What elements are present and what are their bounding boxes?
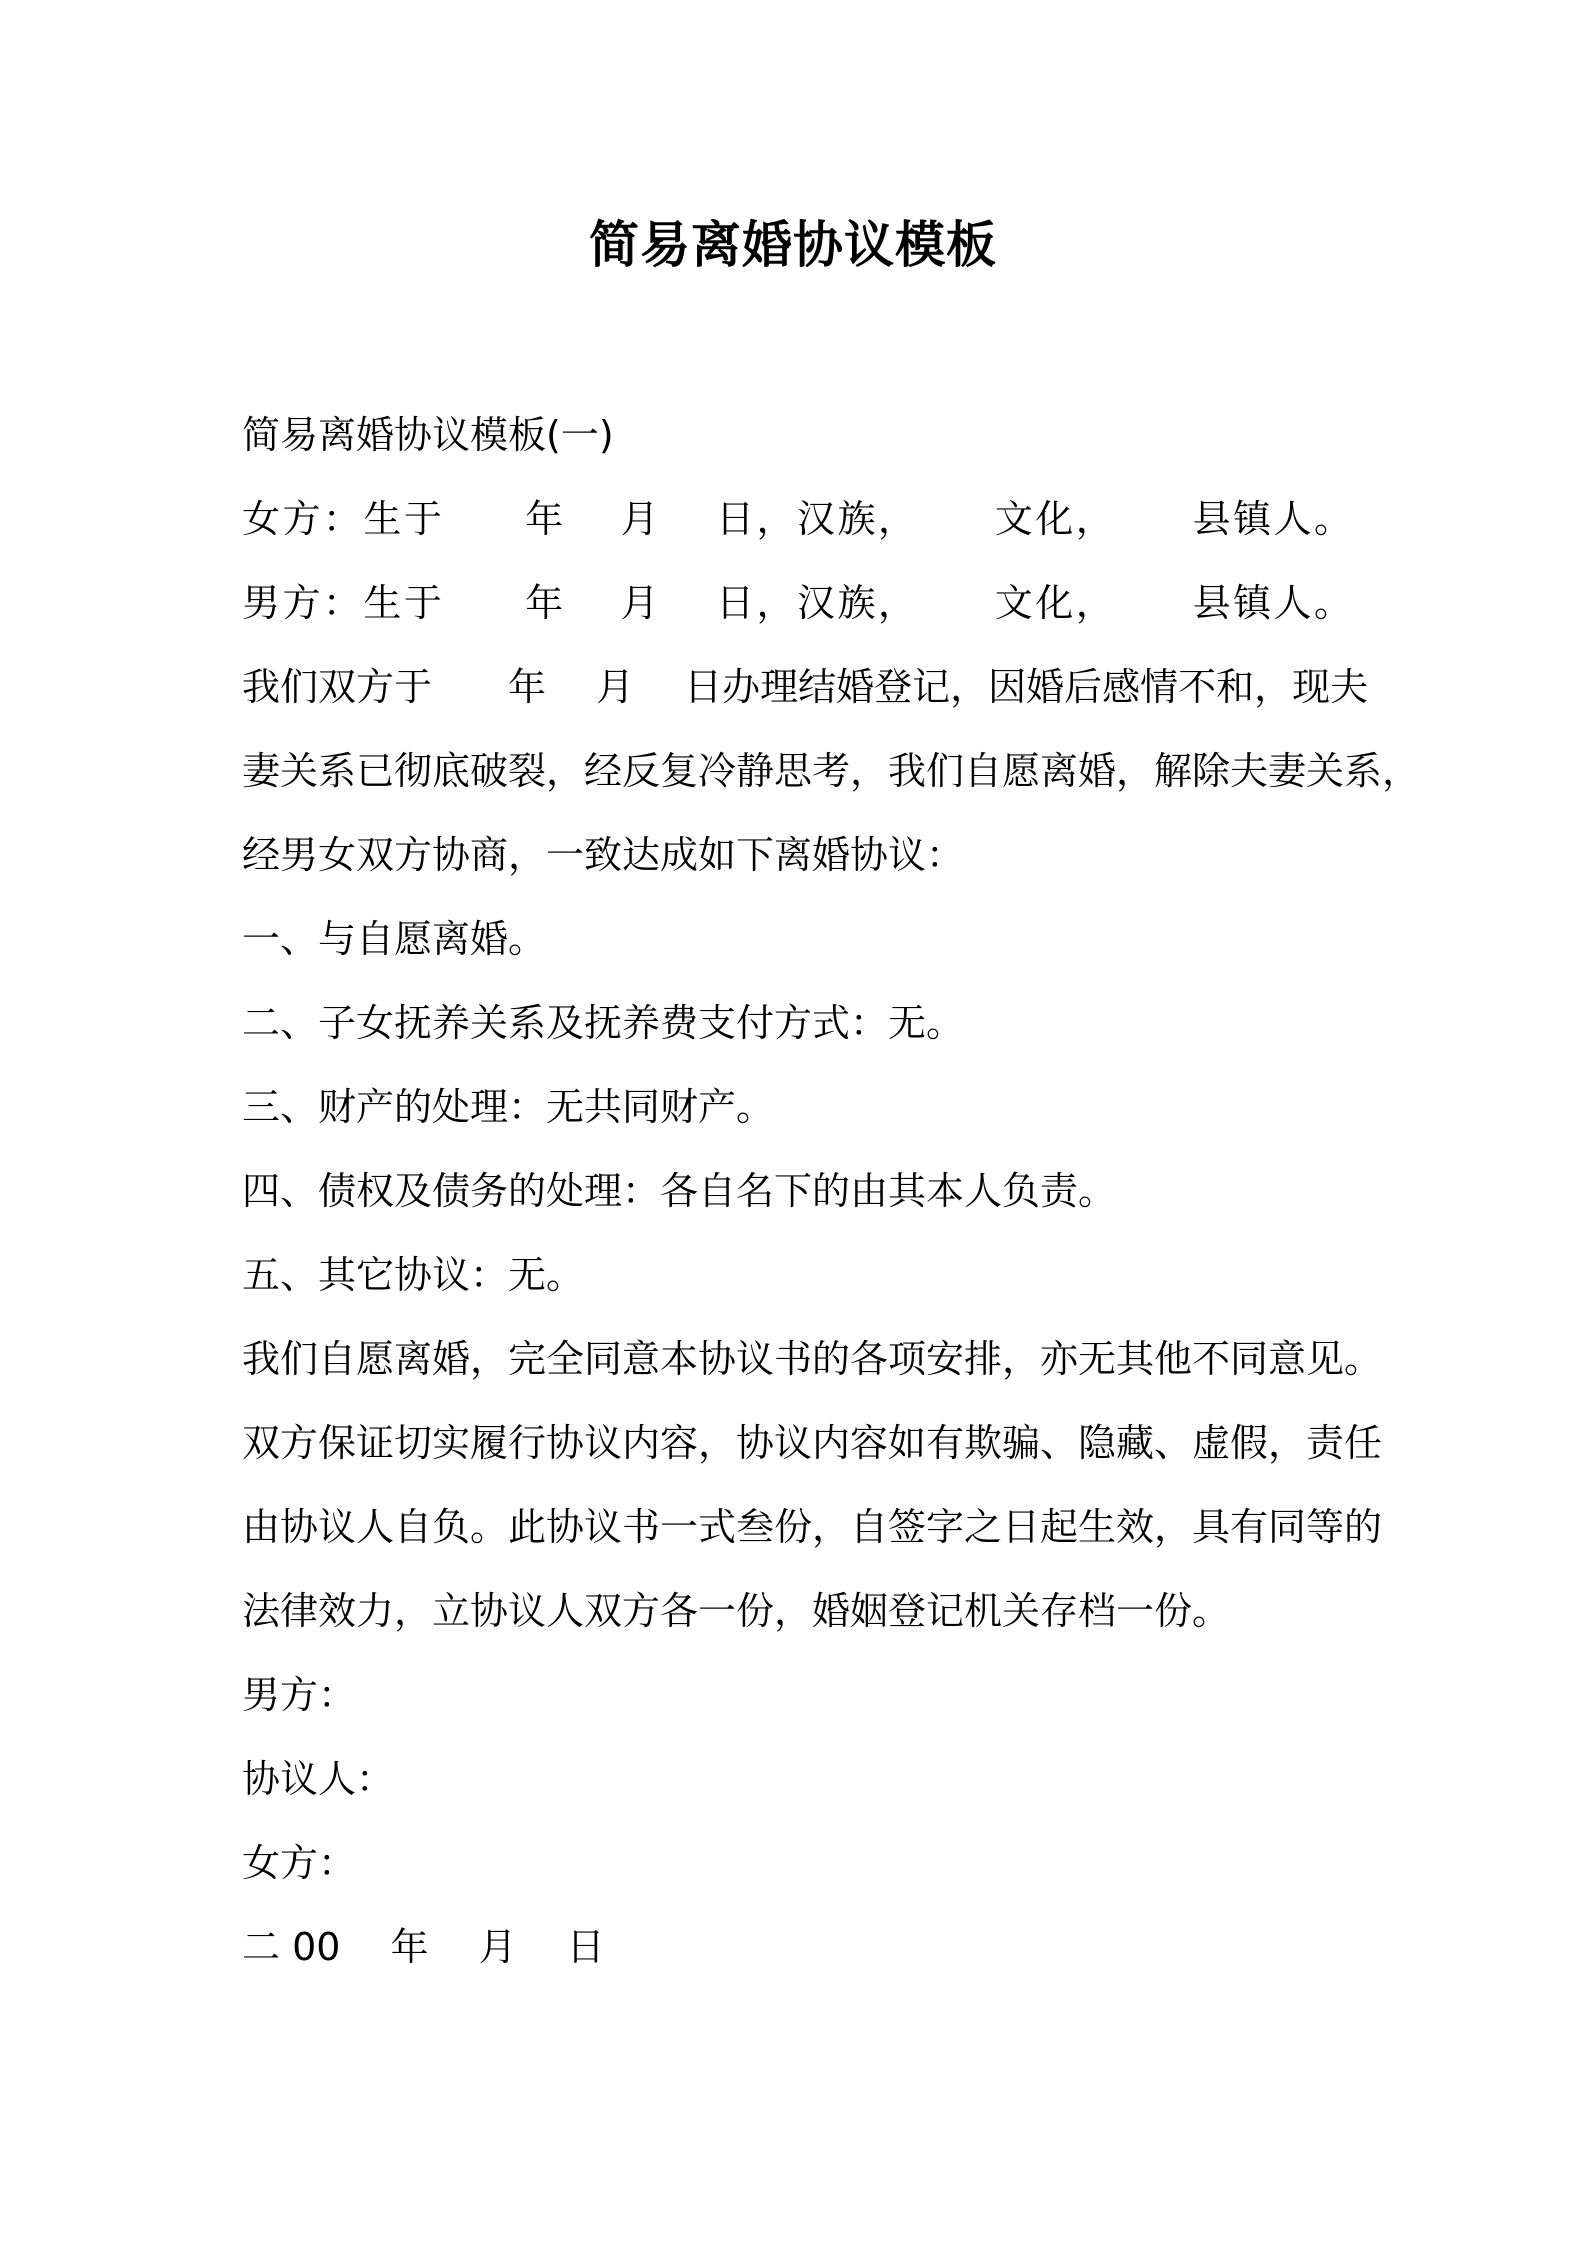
signature-female-label: 女方： xyxy=(242,1841,357,1885)
intro-paragraph-line-1: 我们双方于 年 月 日办理结婚登记，因婚后感情不和，现夫 xyxy=(242,665,1369,709)
agreement-item-5: 五、其它协议：无。 xyxy=(242,1253,585,1297)
agreement-item-3: 三、财产的处理：无共同财产。 xyxy=(242,1085,775,1129)
closing-paragraph-line-3: 由协议人自负。此协议书一式叁份，自签字之日起生效，具有同等的 xyxy=(242,1505,1383,1549)
agreement-item-1: 一、与自愿离婚。 xyxy=(242,917,547,961)
closing-paragraph-line-2: 双方保证切实履行协议内容，协议内容如有欺骗、隐藏、虚假，责任 xyxy=(242,1421,1383,1465)
signature-date: 二 00 年 月 日 xyxy=(242,1925,605,1969)
male-info-line: 男方：生于 年 月 日，汉族， 文化， 县镇人。 xyxy=(242,581,1352,625)
closing-paragraph-line-4: 法律效力，立协议人双方各一份，婚姻登记机关存档一份。 xyxy=(242,1589,1231,1633)
agreement-item-4: 四、债权及债务的处理：各自名下的由其本人负责。 xyxy=(242,1169,1117,1213)
signature-party-label: 协议人： xyxy=(242,1757,395,1801)
document-subtitle: 简易离婚协议模板(一) xyxy=(242,413,614,457)
closing-paragraph-line-1: 我们自愿离婚，完全同意本协议书的各项安排，亦无其他不同意见。 xyxy=(242,1337,1383,1381)
signature-male-label: 男方： xyxy=(242,1673,357,1717)
intro-paragraph-line-2: 妻关系已彻底破裂，经反复冷静思考，我们自愿离婚，解除夫妻关系， xyxy=(242,749,1421,793)
agreement-item-2: 二、子女抚养关系及抚养费支付方式：无。 xyxy=(242,1001,965,1045)
female-info-line: 女方：生于 年 月 日，汉族， 文化， 县镇人。 xyxy=(242,497,1352,541)
document-title: 简易离婚协议模板 xyxy=(589,216,997,274)
intro-paragraph-line-3: 经男女双方协商，一致达成如下离婚协议： xyxy=(242,833,965,877)
